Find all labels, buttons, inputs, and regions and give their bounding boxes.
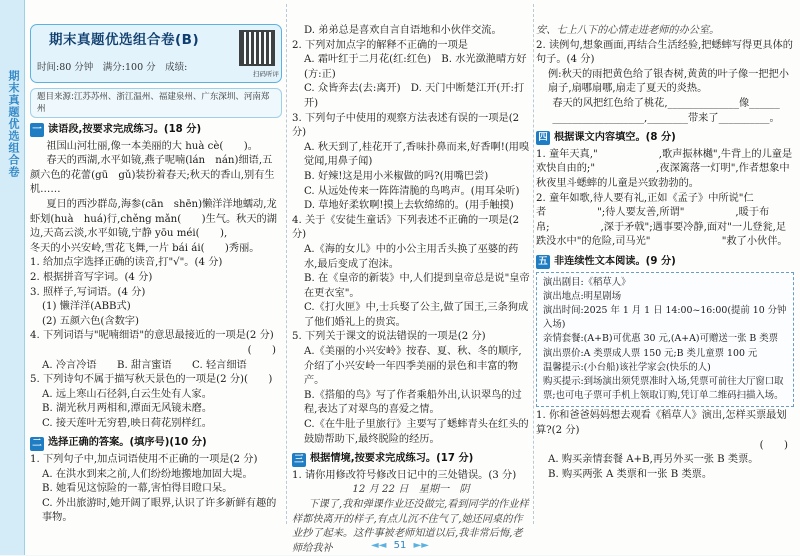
sub-question: (2) 五颜六色(含数字) bbox=[42, 315, 139, 327]
question: 5. 下列关于课文的说法错误的一项是(2 分) bbox=[292, 331, 486, 343]
passage-line: 祖国山河壮丽,像一本美丽的大 huà cè( )。 bbox=[46, 140, 258, 152]
question: 3. 下列句子中使用的观察方法表述有误的一项是(2 分) bbox=[292, 112, 520, 139]
qr-code-icon[interactable] bbox=[239, 30, 275, 66]
option: A. 秋天到了,桂花开了,香味扑鼻而来,好香啊!(用嗅觉闻,用鼻子闻) bbox=[304, 141, 530, 168]
diary-text: 下课了,我和弹课作业还没做完,看到同学的作业样样都快离开的样子,有点儿沉不住气了,她还同桌的作业抄了起来。这件事被老师知道以后,我非常后悔,老师给我补 bbox=[292, 499, 529, 554]
question[interactable]: 2. 童年如歌,待人要有礼,正如《孟子》中所说"仁者 ";待人要友善,所谓" ,暖于布帛; ,深于矛戟";遇事要冷静,面对"一儿登瓮,足跌没水中"的危险,司马光" "救了小伙伴。 bbox=[536, 192, 788, 248]
section-1-number: 一 bbox=[30, 123, 44, 137]
option: A. 在洪水到来之前,人们纷纷地搬地加固大堤。 bbox=[42, 468, 253, 480]
option: A.《海的女儿》中的小公主用舌头换了巫婆的药水,最后变成了泡沫。 bbox=[304, 243, 519, 270]
question: 2. 读例句,想象画面,再结合生活经验,把蟋蟀写得更具体的句子。(4 分) bbox=[536, 39, 793, 66]
question: 3. 照样子,写词语。(4 分) bbox=[30, 286, 146, 298]
section-1-title: 读语段,按要求完成练习。(18 分) bbox=[48, 124, 202, 135]
passage-line: 春天的西湖,水平如镜,燕子呢喃(lán nán)细语,五颜六色的花蕾(gū gǔ)装扮着春天;秋天的香山,别有生机…… bbox=[30, 155, 275, 196]
option: A. 购买亲情套餐 A+B,再另外买一张 B 类票。 bbox=[548, 454, 759, 466]
option: A.《美丽的小兴安岭》按春、夏、秋、冬的顺序,介绍了小兴安岭一年四季美丽的景色和丰富的物产。 bbox=[304, 346, 522, 387]
side-spine bbox=[0, 0, 25, 555]
option: C. 接天莲叶无穷碧,映日荷花别样红。 bbox=[42, 417, 212, 429]
option: B. 好辣!这是用小米椒做的吗?(用嘴巴尝) bbox=[304, 170, 489, 182]
diary-date: 12 月 22 日 星期一 阴 bbox=[352, 484, 470, 496]
answer-parentheses[interactable]: ( ) bbox=[247, 344, 276, 356]
diary-text-continued: 安、七上八下的心情走进老师的办公室。 bbox=[536, 25, 720, 36]
column-left bbox=[30, 0, 282, 529]
section-3-number: 三 bbox=[292, 453, 306, 467]
option: B. 购买两张 A 类票和一张 B 类票。 bbox=[548, 468, 713, 480]
info-line: 亲情套餐:(A+B)可优惠 30 元,(A+A)可赠送一张 B 类票 bbox=[543, 333, 779, 345]
options: A. 冷言冷语 B. 甜言蜜语 C. 轻言细语 bbox=[42, 359, 247, 371]
question[interactable]: 1. 童年天真," ,歌声振林樾",牛背上的儿童是欢快自由的;" ,夜深篱落一灯明",作者想象中秋夜里斗蟋蟀的儿童是兴致勃勃的。 bbox=[536, 148, 793, 189]
question: 2. 下列对加点字的解释不正确的一项是 bbox=[292, 39, 468, 51]
fill-prompt: 春天的风把红色给了桃花, bbox=[552, 97, 668, 109]
fill-prompt-b: 像 bbox=[738, 97, 750, 109]
question: 1. 请你用修改符号修改日记中的三处错误。(3 分) bbox=[292, 469, 517, 481]
column-divider bbox=[286, 4, 287, 524]
answer-parentheses[interactable]: ( ) bbox=[759, 439, 788, 451]
option: B. 在《皇帝的新装》中,人们提到皇帝总是说"皇帝在更衣室"。 bbox=[304, 273, 530, 299]
option: C. 外出旅游时,她开阔了眼界,认识了许多新鲜有趣的事物。 bbox=[42, 497, 277, 524]
option: B. 湖光秋月两相和,潭面无风镜未磨。 bbox=[42, 403, 213, 415]
example-sentence: 例:秋天的雨把黄色给了银杏树,黄黄的叶子像一把把小扇子,扇哪扇哪,扇走了夏天的炎热。 bbox=[548, 68, 789, 95]
option: C. 从远处传来一阵阵清脆的鸟鸣声。(用耳朵听) bbox=[304, 185, 520, 197]
section-2-heading bbox=[30, 436, 282, 451]
info-line: 温馨提示:(小台船)该社学家会(快乐的人) bbox=[543, 361, 711, 373]
section-4-title: 根据课文内容填空。(8 分) bbox=[554, 132, 676, 144]
question: 4. 下列词语与"呢喃细语"的意思最接近的一项是(2 分) bbox=[30, 330, 274, 342]
option: D. 草地好柔软啊!摸上去软绵绵的。(用手触摸) bbox=[304, 200, 514, 212]
prev-page-icon[interactable]: ◄◄ bbox=[371, 540, 387, 551]
info-line: 演出地点:明星剧场 bbox=[543, 290, 622, 302]
info-line: 演出剧目:《稻草人》 bbox=[543, 276, 631, 288]
info-line: 演出时间:2025 年 1 月 1 日 14:00~16:00(提前 10 分钟入场) bbox=[543, 304, 787, 331]
option: B.《搭船的鸟》写了作者乘船外出,认识翠鸟的过程,表达了对翠鸟的喜爱之情。 bbox=[304, 389, 522, 416]
option: D. 弟弟总是喜欢自言自语地和小伙伴交流。 bbox=[304, 25, 502, 36]
option: A. 远上寒山石径斜,白云生处有人家。 bbox=[42, 388, 212, 400]
section-2-number: 二 bbox=[30, 437, 44, 451]
exam-meta: 时间:80 分钟 满分:100 分 成绩: bbox=[37, 62, 188, 73]
question: 1. 下列句子中,加点词语使用不正确的一项是(2 分) bbox=[30, 454, 258, 466]
section-4-heading bbox=[536, 131, 794, 146]
option: C. 众皆奔去(去:离开) D. 天门中断楚江开(开:打开) bbox=[304, 83, 525, 109]
option: A. 霜叶红于二月花(红:红色) B. 水光潋滟晴方好(方:正) bbox=[304, 54, 527, 80]
section-2-title: 选择正确的答案。(填序号)(10 分) bbox=[48, 437, 207, 449]
page-footer bbox=[0, 540, 800, 551]
section-5-heading bbox=[536, 255, 794, 270]
fill-line[interactable]: 春天的风把红色给了桃花,______________像______ bbox=[552, 97, 780, 109]
option: C.《在牛肚子里旅行》主要写了蟋蟀青头在红头的鼓励帮助下,最终脱险的经历。 bbox=[304, 419, 529, 445]
option: B. 她看见这惊险的一幕,害怕得目瞪口呆。 bbox=[42, 483, 233, 495]
column-right bbox=[536, 0, 794, 529]
info-line: 演出票价:A 类票成人票 150 元;B 类儿童票 100 元 bbox=[543, 347, 758, 359]
page-number: 51 bbox=[393, 540, 407, 551]
section-3-heading bbox=[292, 452, 530, 467]
question: 1. 你和爸爸妈妈想去观看《稻草人》演出,怎样买票最划算?(2 分) bbox=[536, 410, 787, 436]
section-3-title: 根据情境,按要求完成练习。(17 分) bbox=[310, 453, 474, 465]
section-5-title: 非连续性文本阅读。(9 分) bbox=[554, 255, 676, 267]
exam-header bbox=[30, 24, 282, 83]
question: 4. 关于《安徒生童话》下列表述不正确的一项是(2 分) bbox=[292, 214, 520, 241]
fill-line[interactable]: __________________,________带来了__________。 bbox=[552, 112, 780, 124]
spine-title: 期末真题优选组合卷 bbox=[7, 70, 20, 178]
sub-question: (1) 懒洋洋(ABB式) bbox=[42, 301, 131, 313]
passage-line: 冬天的小兴安岭,雪花飞舞,一片 bái ái( )秀丽。 bbox=[30, 242, 260, 254]
source-note: 题目来源:江苏苏州、浙江温州、福建泉州、广东深圳、河南郑州 bbox=[30, 88, 282, 118]
section-4-number: 四 bbox=[536, 131, 550, 145]
section-5-number: 五 bbox=[536, 255, 550, 269]
passage-line: 夏日的西沙群岛,海参(cān shēn)懒洋洋地蠕动,龙虾划(huà huá)行,chěng mǎn( )生气。秋天的湖边,天高云淡,水平如镜,宁静 yōu méi( ), bbox=[30, 198, 277, 240]
question: 2. 根据拼音写字词。(4 分) bbox=[30, 271, 153, 283]
section-1-heading bbox=[30, 123, 282, 138]
exam-title: 期末真题优选组合卷(B) bbox=[49, 32, 200, 48]
question: 5. 下列诗句不属于描写秋天景色的一项是(2 分)( ) bbox=[30, 374, 273, 386]
next-page-icon[interactable]: ►► bbox=[413, 540, 429, 551]
performance-info-box bbox=[536, 272, 794, 408]
question: 1. 给加点字选择正确的读音,打"√"。(4 分) bbox=[30, 257, 223, 269]
fill-prompt: 带来了 bbox=[688, 112, 719, 124]
option: C.《打火匣》中,士兵娶了公主,做了国王,三条狗成了他们婚礼上的贵宾。 bbox=[304, 302, 529, 328]
column-divider bbox=[533, 4, 534, 524]
qr-label: 扫码听评 bbox=[253, 70, 279, 78]
info-line: 购买提示:到场演出须凭票准时入场,凭票可前往大厅窗口取票;也可电子票可手机上领取订购,凭订单二维码扫描入场。 bbox=[543, 375, 784, 402]
